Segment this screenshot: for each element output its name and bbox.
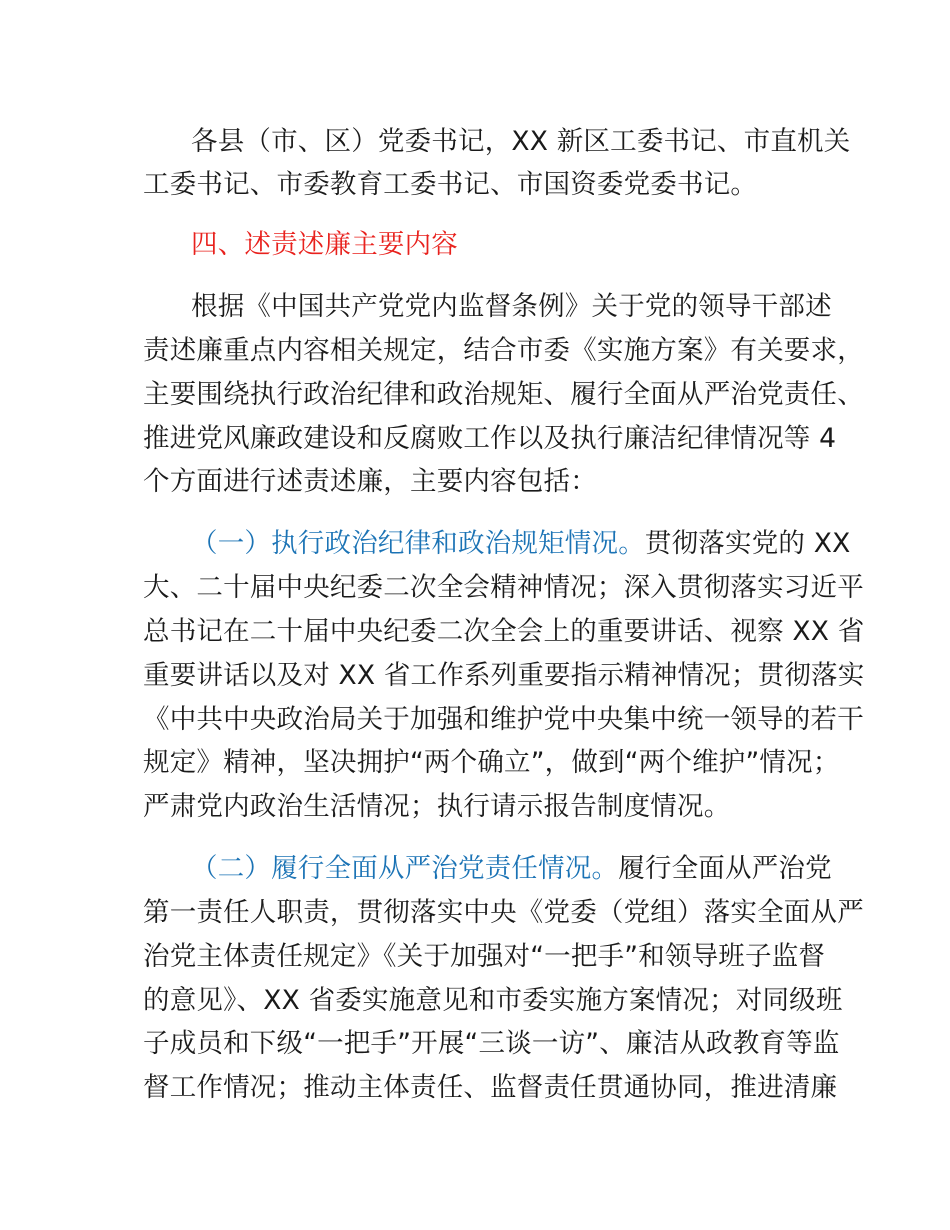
item-2-line-2: 第一责任人职责，贯彻落实中央《党委（党组）落实全面从严 bbox=[143, 897, 864, 928]
paragraph-2-line-1: 根据《中国共产党党内监督条例》关于党的领导干部述 bbox=[191, 291, 832, 322]
paragraph-2-line-3: 主要围绕执行政治纪律和政治规矩、履行全面从严治党责任、 bbox=[143, 379, 864, 410]
item-1-line-1 bbox=[191, 526, 850, 562]
item-1-line-2: 大、二十届中央纪委二次全会精神情况；深入贯彻落实习近平 bbox=[143, 572, 864, 603]
item-1-line-3: 总书记在二十届中央纪委二次全会上的重要讲话、视察 XX 省 bbox=[143, 616, 865, 647]
item-1-line-6: 规定》精神，坚决拥护“两个确立”，做到“两个维护”情况； bbox=[143, 747, 840, 778]
item-2-line-1-text: 履行全面从严治党 bbox=[618, 853, 832, 884]
item-2-line-1 bbox=[191, 851, 832, 887]
paragraph-1-line-1: 各县（市、区）党委书记，XX 新区工委书记、市直机关 bbox=[191, 126, 851, 157]
item-1-title: （一）执行政治纪律和政治规矩情况。 bbox=[191, 528, 645, 559]
item-1-line-1-text: 贯彻落实党的 XX bbox=[644, 528, 851, 559]
item-1-line-4: 重要讲话以及对 XX 省工作系列重要指示精神情况；贯彻落实 bbox=[143, 660, 865, 691]
item-2-line-5: 子成员和下级“一把手”开展“三谈一访”、廉洁从政教育等监 bbox=[143, 1028, 840, 1059]
item-1-line-5: 《中共中央政治局关于加强和维护党中央集中统一领导的若干 bbox=[143, 704, 864, 735]
section-4-heading: 四、述责述廉主要内容 bbox=[191, 229, 458, 260]
item-2-line-6: 督工作情况；推动主体责任、监督责任贯通协同，推进清廉 bbox=[143, 1072, 838, 1103]
paragraph-2-line-5: 个方面进行述责述廉，主要内容包括： bbox=[143, 466, 597, 497]
paragraph-2-line-2: 责述廉重点内容相关规定，结合市委《实施方案》有关要求， bbox=[143, 335, 864, 366]
item-1-line-7: 严肃党内政治生活情况；执行请示报告制度情况。 bbox=[143, 791, 731, 822]
item-2-line-3: 治党主体责任规定》《关于加强对“一把手”和领导班子监督 bbox=[143, 941, 826, 972]
paragraph-1-line-2: 工委书记、市委教育工委书记、市国资委党委书记。 bbox=[143, 169, 758, 200]
item-2-title: （二）履行全面从严治党责任情况。 bbox=[191, 853, 619, 884]
item-2-line-4: 的意见》、XX 省委实施意见和市委实施方案情况；对同级班 bbox=[143, 985, 843, 1016]
paragraph-2-line-4: 推进党风廉政建设和反腐败工作以及执行廉洁纪律情况等 4 bbox=[143, 423, 837, 454]
